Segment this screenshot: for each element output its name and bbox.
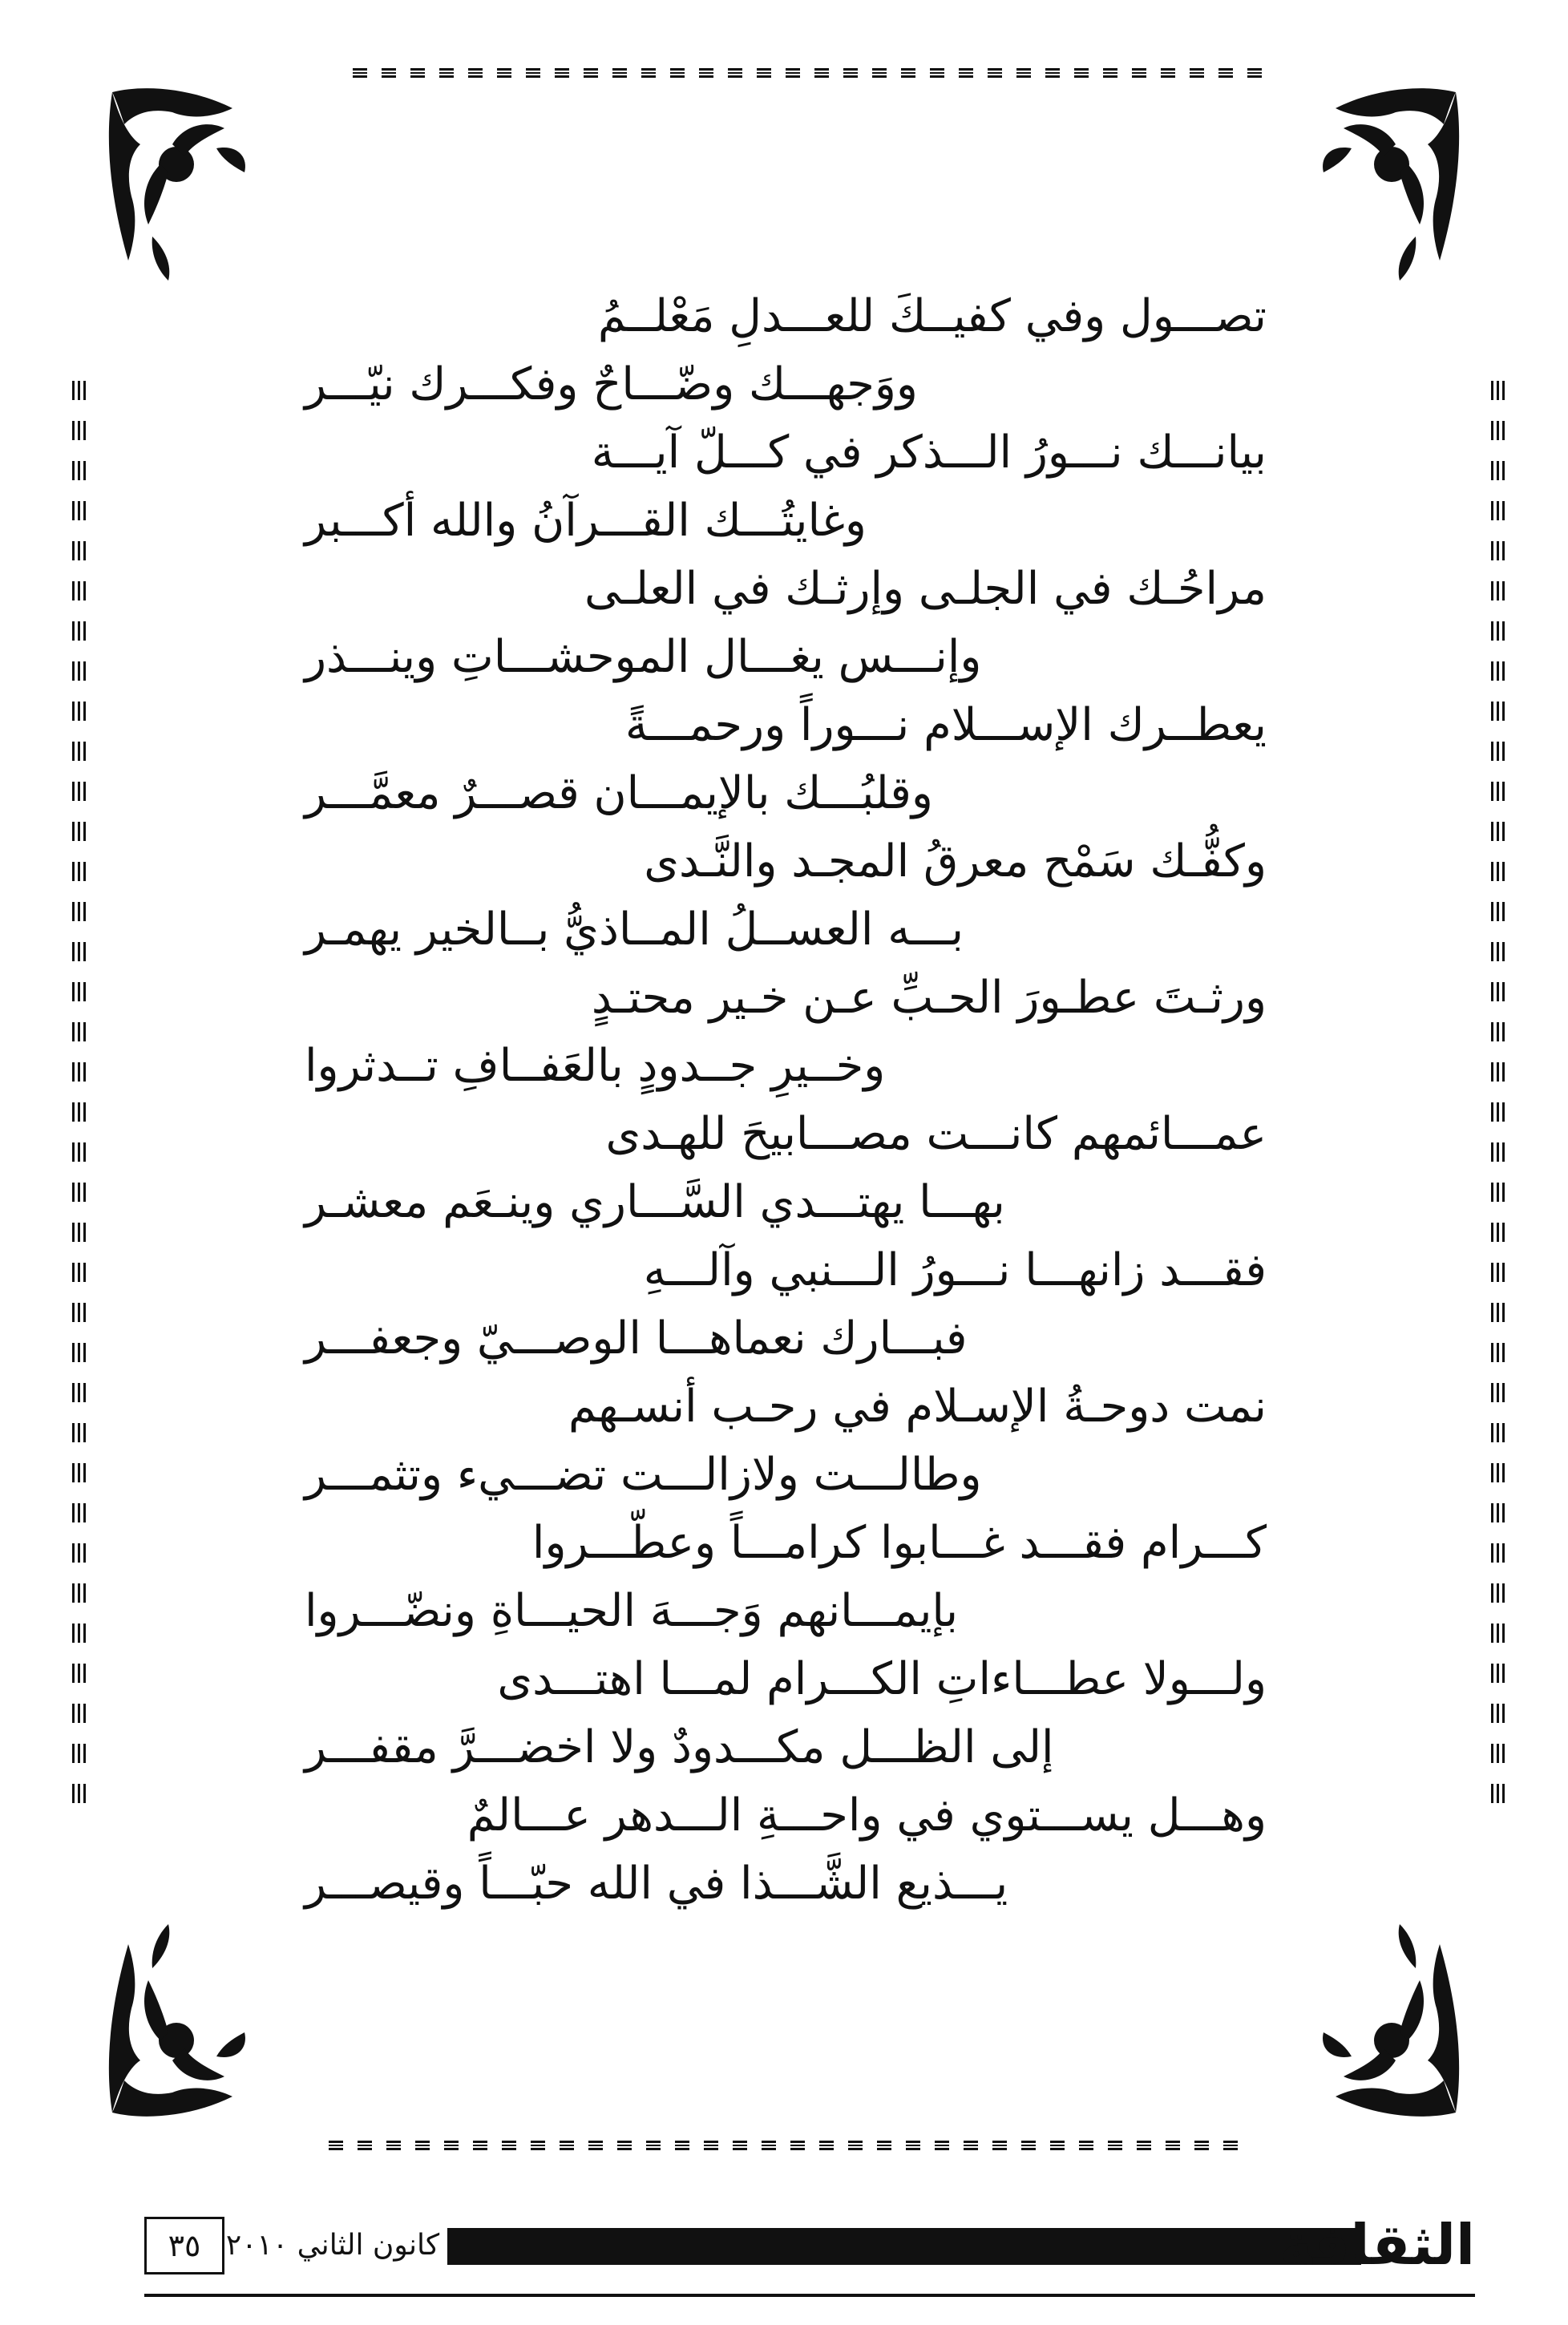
border-bar: [1491, 1463, 1507, 1482]
border-dash: [1132, 68, 1146, 78]
border-dash: [843, 68, 858, 78]
border-bar: [1491, 1183, 1507, 1202]
border-bar: [1491, 1263, 1507, 1282]
border-bar: [1491, 661, 1507, 681]
poem-line: ورثـتَ عطـورَ الحـبِّ عـن خـير محتـدٍ: [591, 972, 1267, 1024]
right-border: [1491, 381, 1507, 1840]
border-bar: [1491, 1543, 1507, 1563]
border-bar: [1491, 1784, 1507, 1803]
border-dash: [468, 68, 483, 78]
border-bar: [1491, 1062, 1507, 1082]
border-bar: [72, 501, 88, 520]
poem-line: بـــه العســلُ المــاذيُّ بــالخير يهمـر: [305, 904, 964, 956]
border-dash: [992, 2141, 1007, 2150]
poem-line: وغايتُـــك القـــرآنُ والله أكـــبر: [305, 495, 867, 547]
border-dash: [901, 68, 915, 78]
border-bar: [72, 1303, 88, 1322]
border-bar: [1491, 1383, 1507, 1402]
border-bar: [72, 982, 88, 1001]
border-dash: [1190, 68, 1204, 78]
poem-line: ولـــولا عطـــاءاتِ الكـــرام لمـــا اهتـــدى: [497, 1653, 1267, 1705]
page-footer: [144, 2212, 1475, 2305]
border-dash: [560, 2141, 574, 2150]
border-bar: [1491, 1583, 1507, 1603]
border-dash: [410, 68, 425, 78]
border-dash: [699, 68, 713, 78]
border-bar: [72, 782, 88, 801]
border-bar: [1491, 1022, 1507, 1041]
border-dash: [617, 2141, 632, 2150]
border-dash: [670, 68, 685, 78]
border-dash: [1223, 2141, 1238, 2150]
poem-line: ووَجهـــك وضّـــاحٌ وفكـــرك نيّـــر: [305, 358, 918, 410]
poem-line: مراحُـك في الجلـى وإرثـك في العلـى: [584, 563, 1267, 615]
border-bar: [1491, 702, 1507, 721]
poem-line: إلى الظـــل مكـــدودٌ ولا اخضـــرَّ مقفـــر: [305, 1721, 1054, 1773]
border-bar: [72, 742, 88, 761]
border-bar: [1491, 501, 1507, 520]
border-bar: [72, 1623, 88, 1643]
border-bar: [72, 702, 88, 721]
border-bar: [1491, 541, 1507, 560]
border-dash: [1194, 2141, 1209, 2150]
border-bar: [72, 1583, 88, 1603]
border-dash: [497, 68, 511, 78]
border-dash: [1016, 68, 1031, 78]
poem-line: بهـــا يهتـــدي السَّـــاري وينـعَم معشـر: [305, 1176, 1005, 1228]
border-bar: [72, 1423, 88, 1442]
border-bar: [72, 1463, 88, 1482]
border-dash: [526, 68, 540, 78]
border-bar: [72, 822, 88, 841]
floral-corner-icon-top-left: [96, 76, 257, 293]
border-dash: [1137, 2141, 1151, 2150]
border-bar: [1491, 822, 1507, 841]
border-dash: [790, 2141, 805, 2150]
page-number: ٣٥: [144, 2217, 224, 2274]
poem-line: يعطــرك الإســـلام نـــوراً ورحمـــةً: [624, 699, 1267, 751]
border-dash: [1045, 68, 1060, 78]
border-dash: [641, 68, 656, 78]
magazine-logo: الثقافة: [1279, 2212, 1475, 2278]
border-dash: [1161, 68, 1175, 78]
border-dash: [988, 68, 1002, 78]
border-bar: [1491, 621, 1507, 641]
border-bar: [1491, 1142, 1507, 1162]
border-bar: [72, 1343, 88, 1362]
border-dash: [1166, 2141, 1180, 2150]
border-bar: [1491, 902, 1507, 921]
poem-line: تصـــول وفي كفيــكَ للعـــدلِ مَعْلــمُ: [597, 290, 1267, 342]
border-dash: [555, 68, 569, 78]
border-bar: [1491, 782, 1507, 801]
border-dash: [329, 2141, 343, 2150]
border-dash: [1074, 68, 1089, 78]
floral-corner-icon-bottom-right: [1311, 1912, 1472, 2129]
border-dash: [872, 68, 887, 78]
border-bar: [1491, 1423, 1507, 1442]
border-bar: [1491, 742, 1507, 761]
border-dash: [675, 2141, 689, 2150]
border-bar: [72, 1102, 88, 1122]
border-bar: [72, 1263, 88, 1282]
issue-date: كانون الثاني ٢٠١٠: [225, 2229, 440, 2262]
border-dash: [964, 2141, 978, 2150]
border-bar: [72, 1664, 88, 1683]
poem-line: بيانـــك نـــورُ الـــذكر في كـــلّ آيـــة: [591, 427, 1267, 479]
border-dash: [382, 68, 396, 78]
border-dash: [935, 2141, 949, 2150]
poem-line: وطالـــت ولازالـــت تضـــيء وتثمـــر: [305, 1449, 982, 1501]
border-dash: [386, 2141, 401, 2150]
poem-line: نمت دوحـةُ الإسـلام في رحـب أنسـهم: [568, 1381, 1267, 1433]
poem-line: وهـــل يســـتوي في واحـــةِ الـــدهر عـــالمٌ: [467, 1789, 1267, 1842]
border-bar: [1491, 982, 1507, 1001]
border-dash: [704, 2141, 718, 2150]
poem-line: كـــرام فقـــد غـــابوا كرامـــاً وعطّـــروا: [531, 1517, 1267, 1569]
poem-line: وكفُّـك سَمْح معرقُ المجـد والنَّـدى: [644, 835, 1267, 888]
border-bar: [1491, 1343, 1507, 1362]
border-dash: [906, 2141, 920, 2150]
border-bar: [1491, 381, 1507, 400]
border-dash: [1021, 2141, 1036, 2150]
border-bar: [1491, 1664, 1507, 1683]
border-bar: [72, 1704, 88, 1723]
border-dash: [473, 2141, 487, 2150]
border-dash: [757, 68, 771, 78]
border-bar: [72, 461, 88, 480]
border-bar: [1491, 1303, 1507, 1322]
border-dash: [819, 2141, 834, 2150]
poem-line: وقلبُـــك بالإيمـــان قصـــرٌ معمَّـــر: [305, 767, 933, 819]
border-bar: [72, 1744, 88, 1763]
border-bar: [72, 1142, 88, 1162]
border-dash: [612, 68, 627, 78]
border-bar: [72, 1062, 88, 1082]
border-dash: [814, 68, 829, 78]
border-bar: [72, 942, 88, 961]
border-bar: [1491, 942, 1507, 961]
border-bar: [1491, 461, 1507, 480]
border-dash: [930, 68, 944, 78]
poem-line: بإيمـــانهم وَجـــهَ الحيـــاةِ ونضّـــروا: [305, 1585, 959, 1637]
border-dash: [353, 68, 367, 78]
border-dash: [1050, 2141, 1065, 2150]
border-bar: [72, 1223, 88, 1242]
border-dash: [502, 2141, 516, 2150]
footer-bar: [447, 2228, 1361, 2265]
floral-corner-icon-top-right: [1311, 76, 1472, 293]
border-bar: [72, 421, 88, 440]
floral-corner-icon-bottom-left: [96, 1912, 257, 2129]
border-dash: [728, 68, 742, 78]
poem-line: يـــذيع الشَّـــذا في الله حبّـــاً وقيصـــر: [305, 1858, 1008, 1910]
border-dash: [959, 68, 973, 78]
border-dash: [531, 2141, 545, 2150]
border-dash: [439, 68, 454, 78]
border-bar: [72, 581, 88, 600]
border-bar: [72, 1022, 88, 1041]
border-dash: [1103, 68, 1117, 78]
border-bar: [1491, 862, 1507, 881]
border-bar: [72, 902, 88, 921]
border-bar: [1491, 1704, 1507, 1723]
border-dash: [646, 2141, 661, 2150]
border-bar: [72, 661, 88, 681]
border-bar: [1491, 421, 1507, 440]
poem-line: وإنـــس يغـــال الموحشـــاتِ وينـــذر: [305, 631, 982, 683]
border-dash: [1247, 68, 1262, 78]
border-bar: [1491, 1744, 1507, 1763]
border-dash: [1218, 68, 1233, 78]
border-bar: [1491, 1223, 1507, 1242]
border-bar: [1491, 581, 1507, 600]
border-dash: [415, 2141, 430, 2150]
border-dash: [733, 2141, 747, 2150]
border-bar: [72, 1543, 88, 1563]
border-bar: [72, 862, 88, 881]
border-dash: [848, 2141, 863, 2150]
border-bar: [72, 381, 88, 400]
border-dash: [358, 2141, 372, 2150]
poem-line: عمـــائمهم كانـــت مصـــابيحَ للهـدى: [605, 1108, 1267, 1160]
border-dash: [1108, 2141, 1122, 2150]
border-bar: [72, 1183, 88, 1202]
border-bar: [1491, 1503, 1507, 1522]
poem-line: فبـــارك نعماهـــا الوصـــيّ وجعفـــر: [305, 1312, 968, 1365]
border-dash: [762, 2141, 776, 2150]
border-bar: [1491, 1102, 1507, 1122]
border-bar: [72, 621, 88, 641]
footer-rule: [144, 2294, 1475, 2297]
poem-line: فقـــد زانهـــا نـــورُ الـــنبي وآلـــهِ: [643, 1244, 1267, 1296]
border-bar: [72, 1383, 88, 1402]
border-dash: [444, 2141, 459, 2150]
poem-line: وخــيرِ جــدودٍ بالعَفــافِ تــدثروا: [305, 1040, 886, 1092]
border-dash: [786, 68, 800, 78]
border-dash: [1079, 2141, 1093, 2150]
border-bar: [72, 1784, 88, 1803]
border-dash: [584, 68, 598, 78]
border-bar: [1491, 1623, 1507, 1643]
border-dash: [877, 2141, 891, 2150]
left-border: [72, 381, 88, 1840]
border-bar: [72, 541, 88, 560]
border-dash: [588, 2141, 603, 2150]
border-bar: [72, 1503, 88, 1522]
